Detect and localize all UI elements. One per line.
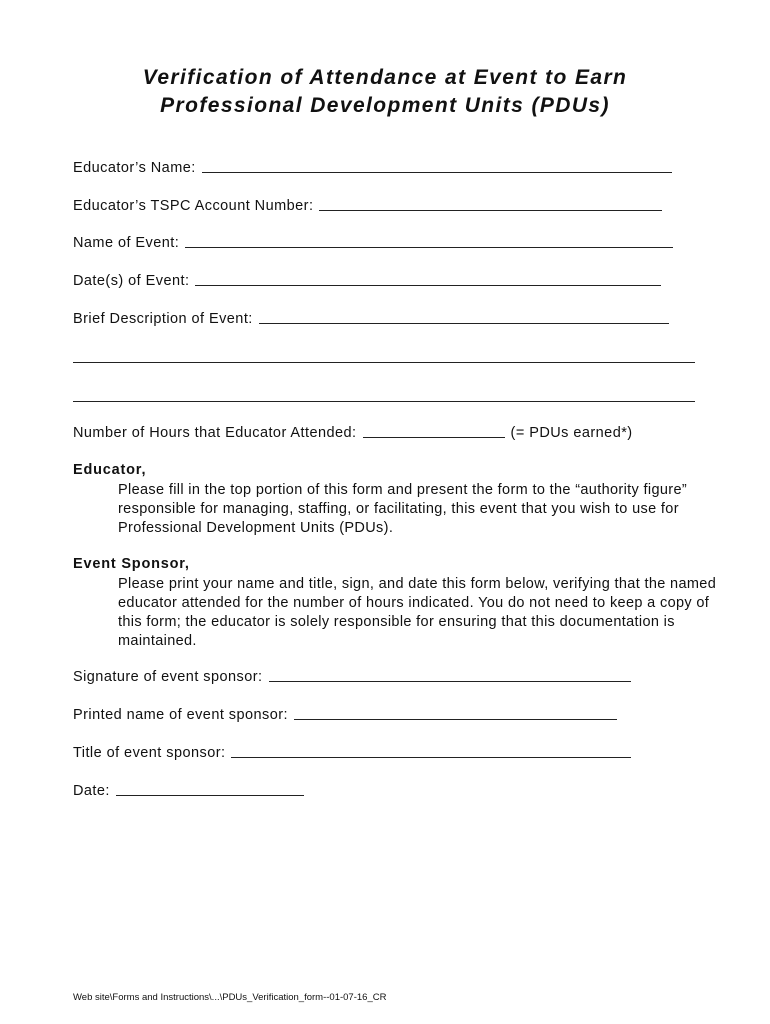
footer-file-path: Web site\Forms and Instructions\...\PDUs_Verification_form--01-07-16_CR (73, 992, 387, 1003)
event-dates-field (73, 273, 661, 289)
event-sponsor-heading: Event Sponsor, (73, 556, 190, 572)
hours-attended-field (73, 425, 633, 441)
event-description-field (73, 311, 669, 327)
event-name-label: Name of Event: (73, 235, 180, 251)
event-description-blank[interactable] (259, 322, 669, 324)
sponsor-signature-field (73, 669, 631, 685)
hours-attended-label: Number of Hours that Educator Attended: (73, 425, 357, 441)
tspc-account-field (73, 198, 662, 214)
sponsor-printed-name-field (73, 707, 617, 723)
event-description-line-2[interactable] (73, 361, 695, 363)
event-sponsor-instructions: Please print your name and title, sign, and date this form below, verifying that the named educator attended for the number of hours indicated. You do not need to keep a copy of this form; the educator is solely responsible for ensuring that this documentation is maintained. (118, 576, 717, 649)
educator-name-field (73, 160, 672, 176)
sponsor-date-field (73, 783, 304, 799)
hours-attended-blank[interactable] (363, 436, 505, 438)
sponsor-date-blank[interactable] (116, 794, 304, 796)
event-name-field (73, 235, 673, 251)
sponsor-printed-name-label: Printed name of event sponsor: (73, 707, 289, 723)
pdus-earned-note: (= PDUs earned*) (510, 425, 633, 441)
tspc-account-blank[interactable] (319, 209, 662, 211)
sponsor-title-blank[interactable] (231, 756, 631, 758)
sponsor-title-label: Title of event sponsor: (73, 745, 226, 761)
educator-name-blank[interactable] (202, 171, 672, 173)
sponsor-date-label: Date: (73, 783, 110, 799)
event-dates-blank[interactable] (195, 284, 661, 286)
sponsor-title-field (73, 745, 631, 761)
sponsor-signature-label: Signature of event sponsor: (73, 669, 263, 685)
form-title-line-1: Verification of Attendance at Event to Earn (142, 66, 628, 89)
form-title-line-2: Professional Development Units (PDUs) (160, 94, 610, 117)
sponsor-printed-name-blank[interactable] (294, 718, 617, 720)
educator-heading: Educator, (73, 462, 147, 478)
educator-name-label: Educator’s Name: (73, 160, 196, 176)
sponsor-signature-blank[interactable] (269, 680, 631, 682)
tspc-account-label: Educator’s TSPC Account Number: (73, 198, 314, 214)
event-description-line-3[interactable] (73, 400, 695, 402)
event-description-label: Brief Description of Event: (73, 311, 253, 327)
event-dates-label: Date(s) of Event: (73, 273, 190, 289)
event-name-blank[interactable] (185, 246, 673, 248)
educator-instructions: Please fill in the top portion of this form and present the form to the “authority figure” responsible for managing, staffing, or facilitating, this event that you wish to use for Professional Development Units (PDUs). (118, 482, 688, 536)
